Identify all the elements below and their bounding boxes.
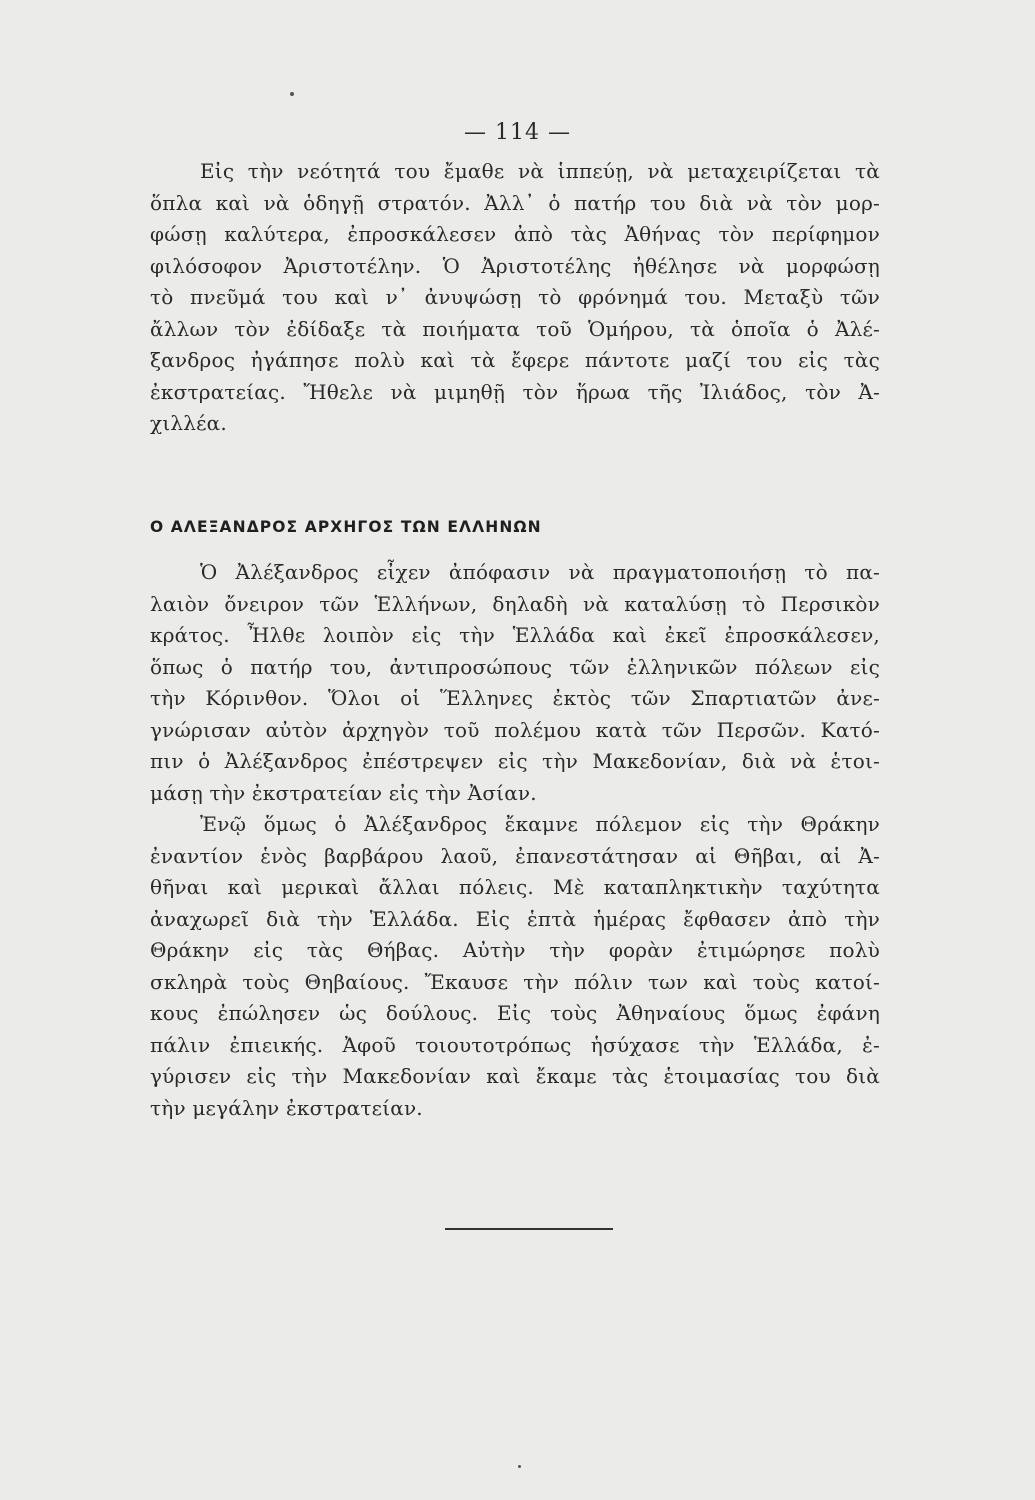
- text-line: Ἐνῷ ὅμως ὁ Ἀλέξανδρος ἔκαμνε πόλεμον εἰς τὴν Θράκην: [200, 812, 880, 836]
- text-line: ὅπλα καὶ νὰ ὁδηγῇ στρατόν. Ἀλλ᾽ ὁ πατήρ του διὰ νὰ τὸν μορ-: [150, 190, 880, 215]
- text-line: τὴν μεγάλην ἐκστρατείαν.: [150, 1095, 423, 1120]
- text-line: Εἰς τὴν νεότητά του ἔμαθε νὰ ἱππεύῃ, νὰ μεταχειρίζεται τὰ: [200, 159, 880, 183]
- text-line: θῆναι καὶ μερικαὶ ἄλλαι πόλεις. Μὲ καταπληκτικὴν ταχύτητα: [150, 875, 880, 899]
- text-line: μάσῃ τὴν ἐκστρατείαν εἰς τὴν Ἀσίαν.: [150, 780, 537, 805]
- text-line: φιλόσοφον Ἀριστοτέλην. Ὁ Ἀριστοτέλης ἠθέλησε νὰ μορφώσῃ: [150, 253, 880, 278]
- text-line: τὸ πνεῦμά του καὶ ν᾽ ἀνυψώσῃ τὸ φρόνημά του. Μεταξὺ τῶν: [150, 285, 880, 309]
- text-line: χιλλέα.: [150, 411, 227, 435]
- text-line: ξανδρος ἠγάπησε πολὺ καὶ τὰ ἔφερε πάντοτε μαζί του εἰς τὰς: [150, 348, 880, 372]
- section-end-rule: [445, 1228, 613, 1230]
- section-heading: Ο ΑΛΕΞΑΝΔΡΟΣ ΑΡΧΗΓΟΣ ΤΩΝ ΕΛΛΗΝΩΝ: [150, 518, 542, 536]
- text-line: ὅπως ὁ πατήρ του, ἀντιπροσώπους τῶν ἑλληνικῶν πόλεων εἰς: [150, 654, 880, 679]
- text-line: ἄλλων τὸν ἐδίδαξε τὰ ποιήματα τοῦ Ὁμήρου, τὰ ὁποῖα ὁ Ἀλέ-: [150, 316, 880, 341]
- text-line: φώσῃ καλύτερα, ἐπροσκάλεσεν ἀπὸ τὰς Ἀθήνας τὸν περίφημον: [150, 222, 880, 246]
- paragraph-1: [150, 156, 880, 440]
- paragraph-2: [150, 557, 880, 809]
- page-number: — 114 —: [464, 120, 571, 145]
- text-line: τὴν Κόρινθον. Ὅλοι οἱ Ἕλληνες ἐκτὸς τῶν Σπαρτιατῶν ἀνε-: [150, 686, 880, 710]
- text-line: κράτος. Ἦλθε λοιπὸν εἰς τὴν Ἑλλάδα καὶ ἐκεῖ ἐπροσκάλεσεν,: [150, 623, 880, 647]
- text-line: γνώρισαν αὐτὸν ἀρχηγὸν τοῦ πολέμου κατὰ τῶν Περσῶν. Κατό-: [150, 717, 880, 742]
- print-speck: [290, 92, 294, 96]
- print-speck: [518, 1465, 521, 1468]
- text-line: Θράκην εἰς τὰς Θήβας. Αὐτὴν τὴν φορὰν ἐτιμώρησε πολὺ: [150, 938, 880, 962]
- text-line: ἐκστρατείας. Ἤθελε νὰ μιμηθῇ τὸν ἥρωα τῆς Ἰλιάδος, τὸν Ἀ-: [150, 379, 880, 404]
- text-line: ἐναντίον ἑνὸς βαρβάρου λαοῦ, ἐπανεστάτησαν αἱ Θῆβαι, αἱ Ἀ-: [150, 843, 880, 868]
- text-line: κους ἐπώλησεν ὡς δούλους. Εἰς τοὺς Ἀθηναίους ὅμως ἐφάνη: [150, 1001, 880, 1025]
- text-line: πάλιν ἐπιεικής. Ἀφοῦ τοιουτοτρόπως ἡσύχασε τὴν Ἑλλάδα, ἐ-: [150, 1032, 880, 1057]
- text-line: λαιὸν ὄνειρον τῶν Ἑλλήνων, δηλαδὴ νὰ καταλύσῃ τὸ Περσικὸν: [150, 591, 880, 616]
- text-line: πιν ὁ Ἀλέξανδρος ἐπέστρεψεν εἰς τὴν Μακεδονίαν, διὰ νὰ ἑτοι-: [150, 749, 880, 773]
- text-line: Ὁ Ἀλέξανδρος εἶχεν ἀπόφασιν νὰ πραγματοποιήσῃ τὸ πα-: [200, 560, 880, 584]
- text-line: σκληρὰ τοὺς Θηβαίους. Ἔκαυσε τὴν πόλιν των καὶ τοὺς κατοί-: [150, 969, 880, 994]
- text-line: γύρισεν εἰς τὴν Μακεδονίαν καὶ ἔκαμε τὰς ἑτοιμασίας του διὰ: [150, 1064, 880, 1088]
- text-line: ἀναχωρεῖ διὰ τὴν Ἑλλάδα. Εἰς ἑπτὰ ἡμέρας ἔφθασεν ἀπὸ τὴν: [150, 906, 880, 931]
- section-body: [150, 557, 880, 1124]
- paragraph-3: [150, 809, 880, 1124]
